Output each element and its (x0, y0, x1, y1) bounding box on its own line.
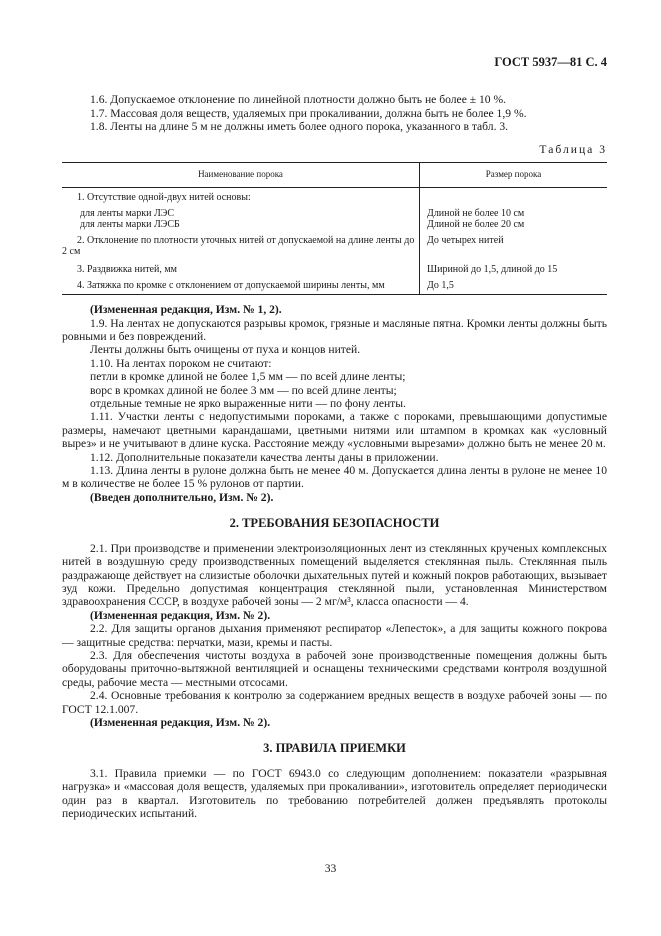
page-number: 33 (324, 862, 337, 875)
col-defect-size: Размер порока (420, 163, 608, 188)
table-row (62, 258, 607, 276)
running-header: ГОСТ 5937—81 С. 4 (494, 55, 607, 69)
clause-1-10: 1.10. На лентах пороком не считают: (90, 356, 272, 370)
clause-1-11: 1.11. Участки ленты с недопустимыми пороками, а также с пороками, превышающими допустимые размеры, намечают цветными карандашами, цветными нитями или штампом в кромках как «условный вырез» и не учитывают в длине куска. Расстояние между «условными вырезами» должно быть не менее 20 м. (62, 410, 607, 451)
amendment-note-2: (Введен дополнительно, Изм. № 2). (90, 490, 274, 504)
clause-1-13: 1.13. Длина ленты в рулоне должна быть не менее 40 м. Допускается длина ленты в рулоне не менее 10 м в количестве не более 15 % рулонов от партии. (62, 464, 607, 491)
defect-1-les-size: Длиной не более 10 см (427, 207, 525, 219)
table-row (62, 276, 607, 295)
clause-1-6: 1.6. Допускаемое отклонение по линейной плотности должно быть не более ± 10 %. (90, 93, 507, 107)
amendment-note-3: (Измененная редакция, Изм. № 2). (90, 608, 271, 622)
defect-2-label: 2. Отклонение по плотности уточных нитей от допускаемой на длине ленты до 2 см (62, 234, 415, 258)
defect-3-size: Шириной до 1,5, длиной до 15 (427, 264, 558, 275)
table-row (62, 188, 607, 204)
clause-3-1: 3.1. Правила приемки — по ГОСТ 6943.0 со следующим дополнением: показатели «разрывная нагрузка» и «массовая доля веществ, удаляемых при прокаливании», изготовитель определяет периодически один раз в квартал. Изготовитель по требованию потребителей должен предъявлять протоколы периодических испытаний. (62, 766, 607, 820)
clause-2-1: 2.1. При производстве и применении электроизоляционных лент из стеклянных крученых комплексных нитей в воздушную среду производственных помещений выделяется стеклянная пыль. Стеклянная пыль раздражающе действует на слизистые оболочки дыхательных путей и кожный покров работающих, вызывает зуд кожи. Предельно допустимая концентрация стеклянной пыли, установленная Министерством здравоохранения СССР, в воздухе рабочей зоны — 2 мг/м³, класса опасности — 4. (62, 541, 607, 609)
clause-2-4: 2.4. Основные требования к контролю за содержанием вредных веществ в воздухе рабочей зоны — по ГОСТ 12.1.007. (62, 689, 607, 716)
amendment-note-1: (Измененная редакция, Изм. № 1, 2). (90, 303, 282, 317)
clause-1-10-c: отдельные темные не ярко выраженные нити — по фону ленты. (90, 397, 406, 411)
clause-1-7: 1.7. Массовая доля веществ, удаляемых при прокаливании, должна быть не более 1,9 %. (90, 106, 527, 120)
document-page (62, 56, 607, 820)
defect-1-lesb-size: Длиной не более 20 см (427, 219, 525, 231)
table-row (62, 204, 607, 220)
defect-3-label: 3. Раздвижка нитей, мм (77, 264, 178, 275)
section-2-title: 2. ТРЕБОВАНИЯ БЕЗОПАСНОСТИ (229, 516, 440, 531)
table-caption: Таблица 3 (539, 142, 607, 156)
table-caption-row (62, 143, 607, 156)
defect-1-lesb: для ленты марки ЛЭСБ (80, 219, 180, 231)
defect-4-size: До 1,5 (420, 276, 608, 295)
defect-1-label: 1. Отсутствие одной-двух нитей основы: (77, 192, 251, 204)
defect-1-les: для ленты марки ЛЭС (80, 207, 175, 219)
table-header-row (62, 163, 607, 188)
defect-4-label: 4. Затяжка по кромке с отклонением от допускаемой ширины ленты, мм (77, 279, 385, 291)
clause-1-12: 1.12. Дополнительные показатели качества ленты даны в приложении. (90, 450, 439, 464)
amendment-note-4: (Измененная редакция, Изм. № 2). (90, 715, 271, 729)
clause-1-8: 1.8. Ленты на длине 5 м не должны иметь более одного порока, указанного в табл. 3. (90, 120, 509, 134)
col-defect-name: Наименование порока (62, 163, 420, 188)
clause-2-2: 2.2. Для защиты органов дыхания применяют респиратор «Лепесток», а для защиты кожного покрова — защитные средства: перчатки, мази, кремы и пасты. (62, 622, 607, 649)
clause-1-10-b: ворс в кромках длиной не более 3 мм — по всей длине ленты; (90, 383, 397, 397)
table-row (62, 231, 607, 258)
defect-2-size: До четырех нитей (427, 234, 504, 246)
defects-table (62, 162, 607, 295)
table-row (62, 219, 607, 231)
clause-1-9-cont: Ленты должны быть очищены от пуха и концов нитей. (90, 343, 361, 357)
clause-1-9: 1.9. На лентах не допускаются разрывы кромок, грязные и масляные пятна. Кромки ленты должны быть ровными и без повреждений. (62, 316, 607, 343)
clause-2-3: 2.3. Для обеспечения чистоты воздуха в рабочей зоне производственные помещения должны быть оборудованы приточно-вытяжной вентиляцией и оснащены техническими средствами контроля воздушной среды, рабочие места — местными отсосами. (62, 648, 607, 689)
clause-1-10-a: петли в кромке длиной не более 1,5 мм — по всей длине ленты; (90, 370, 406, 384)
section-3-title: 3. ПРАВИЛА ПРИЕМКИ (263, 741, 406, 756)
